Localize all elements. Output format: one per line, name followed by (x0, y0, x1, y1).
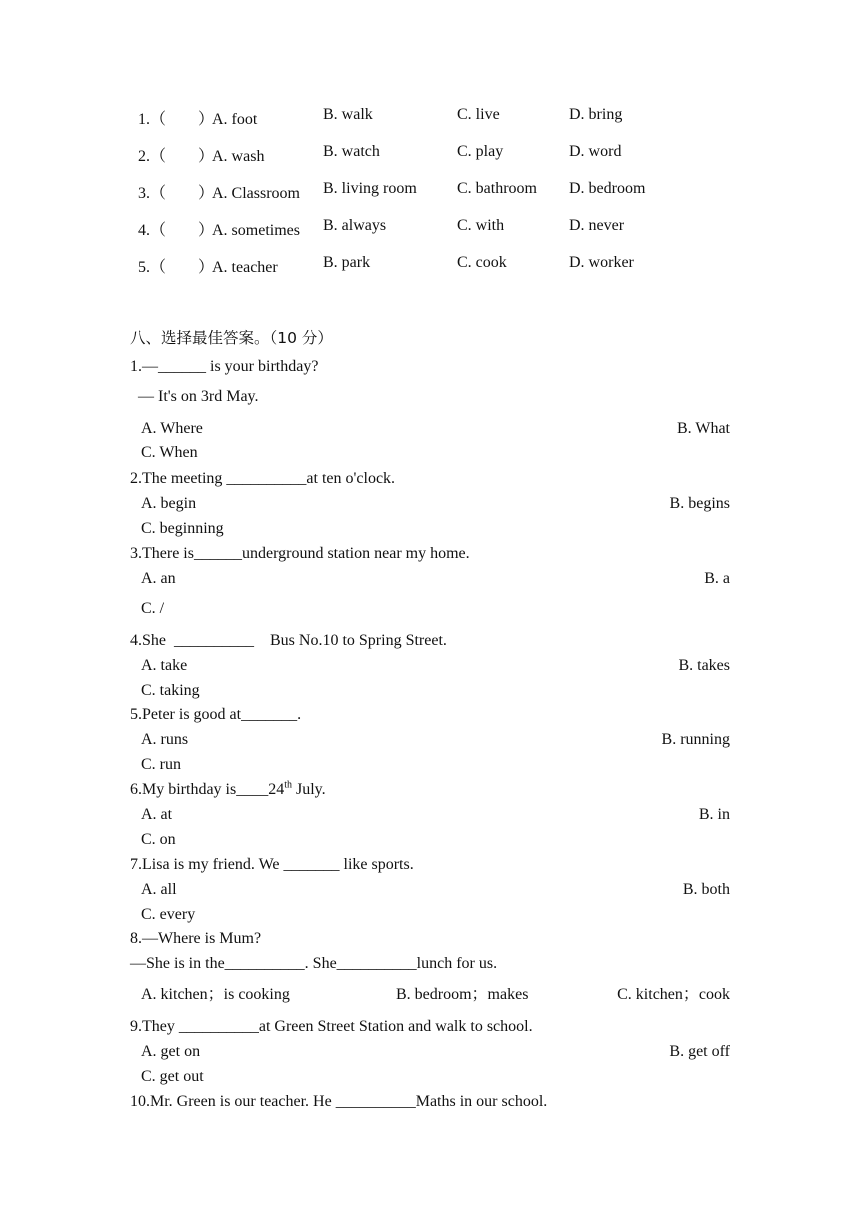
vocab-option-a: A. wash (212, 148, 265, 165)
vocab-option-a: A. foot (212, 111, 258, 128)
question-stem: 5.Peter is good at_______. (130, 706, 302, 723)
vocab-num: 5.（ (138, 259, 167, 276)
option-a: A. begin (141, 495, 197, 512)
option-a: A. Where (141, 420, 203, 437)
option-b: B. takes (678, 657, 730, 674)
question-stem: 9.They __________at Green Street Station and walk to school. (130, 1018, 533, 1035)
question-stem: 8.—Where is Mum? (130, 930, 262, 947)
vocab-option-c: C. bathroom (457, 180, 537, 197)
option-b: B. bedroom；makes (396, 986, 529, 1003)
option-b: B. both (682, 881, 730, 898)
question-reply: — It's on 3rd May. (138, 388, 259, 405)
ordinal-suffix: th (284, 779, 292, 791)
vocab-num: 1.（ (138, 111, 167, 128)
option-a: A. kitchen；is cooking (141, 986, 290, 1003)
vocab-option-c: C. cook (457, 254, 507, 271)
vocab-close-paren: ） (198, 222, 215, 239)
vocab-option-c: C. with (457, 217, 505, 234)
vocab-option-b: B. living room (323, 180, 417, 197)
option-b: B. running (661, 731, 730, 748)
section-title: 八、选择最佳答案。（10 分） (130, 329, 333, 347)
option-b: B. a (704, 570, 730, 587)
option-b: B. get off (669, 1043, 730, 1060)
vocab-close-paren: ） (198, 185, 215, 202)
option-c: C. taking (141, 682, 200, 699)
option-c: C. / (141, 600, 165, 617)
question-reply: —She is in the__________. She__________lunch for us. (130, 955, 498, 972)
vocab-num: 2.（ (138, 148, 167, 165)
option-c: C. on (141, 831, 176, 848)
question-stem: 2.The meeting __________at ten o'clock. (130, 470, 396, 487)
option-b: B. begins (669, 495, 730, 512)
vocab-option-b: B. watch (323, 143, 380, 160)
question-stem: 7.Lisa is my friend. We _______ like sports. (130, 856, 414, 873)
option-a: A. get on (141, 1043, 201, 1060)
vocab-option-d: D. bedroom (569, 180, 646, 197)
stem-before: 6.My birthday is____24 (130, 781, 285, 798)
option-a: A. all (141, 881, 177, 898)
vocab-option-d: D. worker (569, 254, 634, 271)
option-c: C. every (141, 906, 196, 923)
option-a: A. at (141, 806, 173, 823)
vocab-option-a: A. teacher (212, 259, 278, 276)
vocab-option-b: B. park (323, 254, 371, 271)
option-a: A. take (141, 657, 188, 674)
vocab-option-a: A. Classroom (212, 185, 300, 202)
question-stem: 3.There is______underground station near my home. (130, 545, 470, 562)
vocab-close-paren: ） (198, 111, 215, 128)
vocab-option-b: B. always (323, 217, 387, 234)
vocab-close-paren: ） (198, 259, 215, 276)
question-stem (130, 779, 326, 798)
vocab-option-c: C. live (457, 106, 500, 123)
vocab-num: 3.（ (138, 185, 167, 202)
option-b: B. What (676, 420, 730, 437)
option-b: B. in (698, 806, 730, 823)
option-c: C. run (141, 756, 181, 773)
stem-after: July. (292, 781, 326, 798)
option-a: A. an (141, 570, 176, 587)
vocab-option-b: B. walk (323, 106, 373, 123)
option-a: A. runs (141, 731, 189, 748)
option-c: C. kitchen；cook (617, 986, 730, 1003)
vocab-option-a: A. sometimes (212, 222, 300, 239)
vocab-option-d: D. bring (569, 106, 623, 123)
vocab-option-c: C. play (457, 143, 504, 160)
vocab-close-paren: ） (198, 148, 215, 165)
option-c: C. beginning (141, 520, 224, 537)
option-c: C. When (141, 444, 198, 461)
vocab-option-d: D. word (569, 143, 622, 160)
question-stem: 1.—______ is your birthday? (130, 358, 319, 375)
question-stem: 4.She __________ Bus No.10 to Spring Street. (130, 632, 447, 649)
question-stem: 10.Mr. Green is our teacher. He __________Maths in our school. (130, 1093, 548, 1110)
vocab-num: 4.（ (138, 222, 167, 239)
option-c: C. get out (141, 1068, 204, 1085)
vocab-option-d: D. never (569, 217, 625, 234)
